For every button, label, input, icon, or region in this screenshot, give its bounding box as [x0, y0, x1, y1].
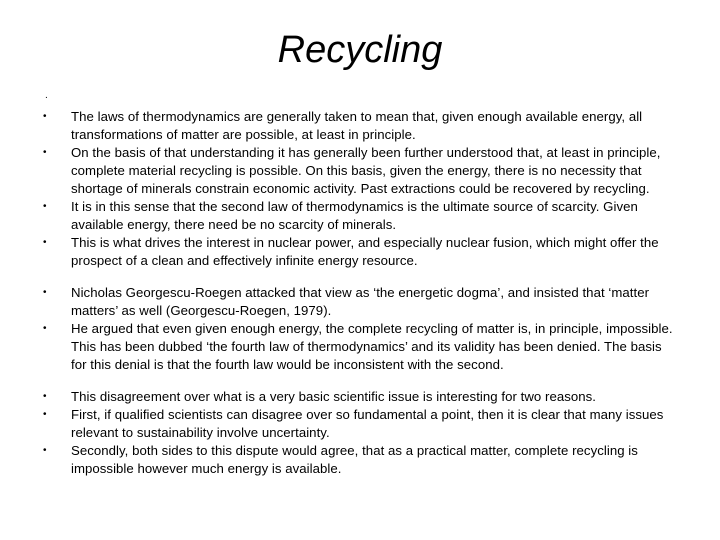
bullet-item: [0, 234, 675, 270]
bullet-text: This is what drives the interest in nuclear power, and especially nuclear fusion, which might offer the prospect of a clean and effectively infinite energy resource.: [71, 235, 659, 268]
bullet-icon: •: [43, 287, 47, 298]
bullet-text: First, if qualified scientists can disagree over so fundamental a point, then it is clear that many issues relevant to sustainability involve uncertainty.: [71, 407, 664, 440]
bullet-item: [0, 108, 675, 144]
bullet-item: [0, 406, 675, 442]
bullet-icon: •: [43, 201, 47, 212]
bullet-text: This disagreement over what is a very basic scientific issue is interesting for two reasons.: [71, 389, 596, 404]
bullet-text: Secondly, both sides to this dispute would agree, that as a practical matter, complete recycling is impossible however much energy is available.: [71, 443, 638, 476]
bullet-item: [0, 144, 675, 198]
bullet-list: [0, 108, 720, 478]
bullet-icon: •: [43, 445, 47, 456]
bullet-item: [0, 320, 675, 374]
bullet-item: [0, 442, 675, 478]
stray-mark: .: [45, 90, 48, 101]
slide-title: Recycling: [277, 29, 443, 71]
bullet-icon: •: [43, 237, 47, 248]
bullet-icon: •: [43, 323, 47, 334]
bullet-item: [0, 198, 675, 234]
bullet-text: The laws of thermodynamics are generally taken to mean that, given enough available energy, all transformations of matter are possible, at least in principle.: [71, 109, 643, 142]
bullet-icon: •: [43, 111, 47, 122]
bullet-icon: •: [43, 409, 47, 420]
bullet-item: [0, 284, 675, 320]
bullet-text: On the basis of that understanding it has generally been further understood that, at least in principle, complete material recycling is possible. On this basis, given the energy, there is no necessity that shortage of minerals constrain economic activity. Past extractions could be recovered by recycling.: [71, 145, 661, 196]
bullet-icon: •: [43, 147, 47, 158]
bullet-item: [0, 388, 675, 406]
bullet-icon: •: [43, 391, 47, 402]
bullet-text: It is in this sense that the second law of thermodynamics is the ultimate source of scarcity. Given available energy, there need be no scarcity of minerals.: [71, 199, 638, 232]
bullet-text: He argued that even given enough energy, the complete recycling of matter is, in principle, impossible. This has been dubbed ‘the fourth law of thermodynamics’ and its validity has been denied. The basis for this denial is that the fourth law would be inconsistent with the second.: [71, 321, 673, 372]
bullet-text: Nicholas Georgescu-Roegen attacked that view as ‘the energetic dogma’, and insisted that ‘matter matters’ as well (Georgescu-Roegen, 1979).: [71, 285, 650, 318]
